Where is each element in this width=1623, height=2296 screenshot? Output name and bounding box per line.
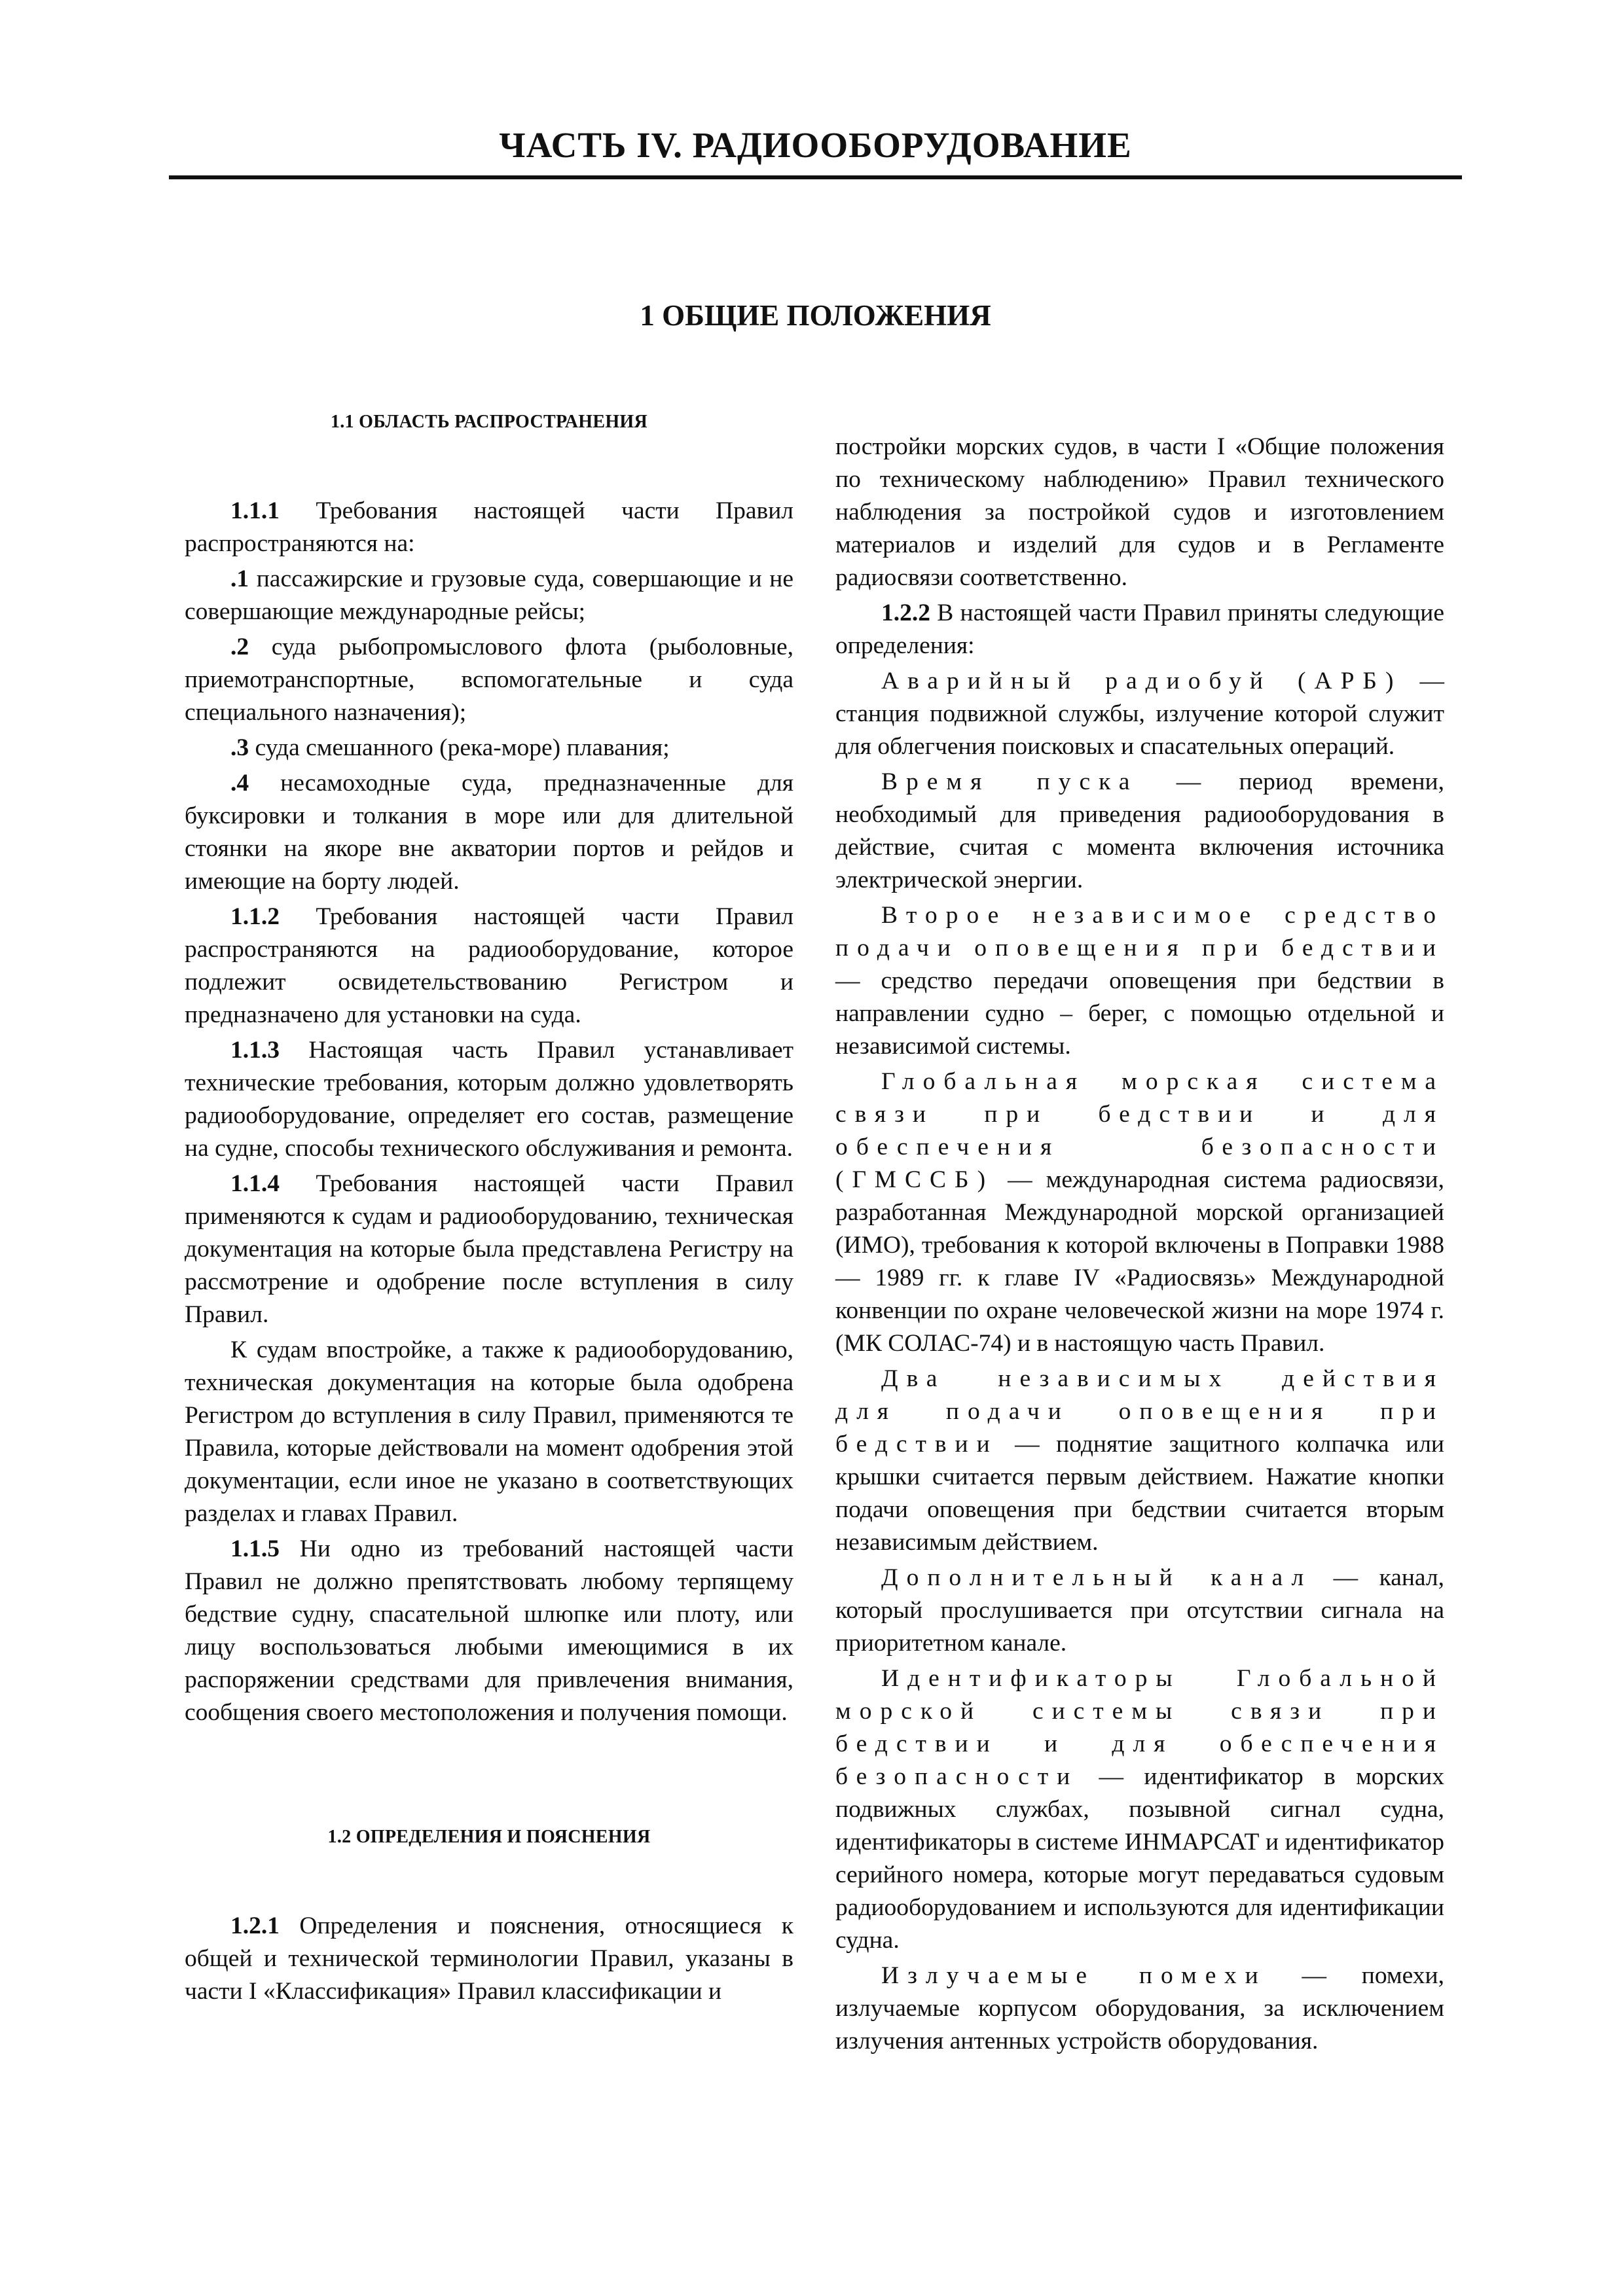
left-column <box>185 406 793 2008</box>
definition-gmdss <box>835 1066 1444 1360</box>
definition-term: Идентификаторы Глобальной морской системы связи при бедствии и для обеспечения безопасности <box>835 1665 1444 1790</box>
item-text: пассажирские и грузовые суда, совершающие и не совершающие международные рейсы; <box>185 565 793 625</box>
definition-text: — международная система радиосвязи, разработанная Международной морской организацией (ИМО), требования к которой включены в Поправки 1988 — 1989 гг. к главе IV «Радиосвязь» Международной конвенции по охране человеческой жизни на море 1974 г. (МК СОЛАС-74) и в настоящую часть Правил. <box>835 1166 1444 1357</box>
definition-term: Второе независимое средство подачи оповещения при бедствии <box>835 902 1444 961</box>
definition-term: Аварийный радиобуй (АРБ) <box>881 668 1402 694</box>
item-text: суда рыбопромыслового флота (рыболовные, приемотранспортные, вспомогательные и суда специального назначения); <box>185 634 793 726</box>
clause-number: 1.1.2 <box>230 903 280 930</box>
item-number: .2 <box>230 634 249 660</box>
clause-text: Требования настоящей части Правил применяются к судам и радиооборудованию, техническая документация на которые была представлена Регистру на рассмотрение и одобрение после вступления в силу Правил. <box>185 1170 793 1328</box>
definition-two-actions <box>835 1363 1444 1559</box>
clause-text: Требования настоящей части Правил распространяются на: <box>185 497 793 557</box>
paragraph-1-1-3 <box>185 1034 793 1165</box>
list-item-4 <box>185 767 793 898</box>
item-text: несамоходные суда, предназначенные для буксировки и толкания в море или для длительной стоянки на якоре вне акватории портов и рейдов и имеющие на борту людей. <box>185 770 793 895</box>
definition-additional-channel <box>835 1562 1444 1660</box>
definition-text: — станция подвижной службы, излучение которой служит для облегчения поисковых и спасательных операций. <box>835 668 1444 760</box>
clause-number: 1.2.2 <box>881 600 930 626</box>
clause-number: 1.1.5 <box>230 1535 280 1562</box>
definition-text: — помехи, излучаемые корпусом оборудования, за исключением излучения антенных устройств оборудования. <box>835 1962 1444 2054</box>
definition-text: — поднятие защитного колпачка или крышки считается первым действием. Нажатие кнопки подачи оповещения при бедствии считается вторым независимым действием. <box>835 1431 1444 1556</box>
clause-text: В настоящей части Правил приняты следующие определения: <box>835 600 1444 659</box>
clause-number: 1.2.1 <box>230 1912 280 1939</box>
definition-term: Излучаемые помехи <box>881 1962 1267 1989</box>
item-number: .4 <box>230 770 249 797</box>
definition-term: Дополнительный канал <box>881 1564 1313 1591</box>
paragraph-1-1-5 <box>185 1533 793 1729</box>
paragraph-1-2-1 <box>185 1910 793 2008</box>
clause-text: Определения и пояснения, относящиеся к общей и технической терминологии Правил, указаны в части I «Классификация» Правил классификации и <box>185 1912 793 2005</box>
paragraph-1-2-2 <box>835 597 1444 662</box>
definition-text: — средство передачи оповещения при бедствии в направлении судно – берег, с помощью отдельной и независимой системы. <box>835 967 1444 1060</box>
item-number: .1 <box>230 565 249 592</box>
definition-text: — идентификатор в морских подвижных службах, позывной сигнал судна, идентификаторы в системе ИНМАРСАТ и идентификатор серийного номера, которые могут передаваться судовым радиооборудованием и используются для идентификации судна. <box>835 1763 1444 1954</box>
clause-text: Настоящая часть Правил устанавливает технические требования, которым должно удовлетворять радиооборудование, определяет его состав, размещение на судне, способы технического обслуживания и ремонта. <box>185 1037 793 1162</box>
part-title: ЧАСТЬ IV. РАДИООБОРУДОВАНИЕ <box>499 125 1132 165</box>
definition-arb <box>835 665 1444 763</box>
definition-term: Два независимых действия для подачи оповещения при бедствии <box>835 1365 1444 1458</box>
right-column <box>835 431 1444 2058</box>
section-1-2-heading: 1.2 ОПРЕДЕЛЕНИЯ И ПОЯСНЕНИЯ <box>327 1827 651 1847</box>
clause-text: Требования настоящей части Правил распространяются на радиооборудование, которое подлежит освидетельствованию Регистром и предназначено для установки на суда. <box>185 903 793 1028</box>
list-item-3 <box>185 732 793 764</box>
paragraph-1-2-1-continued: постройки морских судов, в части I «Общие положения по техническому наблюдению» Правил технического наблюдения за постройкой судов и изготовлением материалов и изделий для судов и в Регламенте радиосвязи соответственно. <box>835 433 1444 591</box>
definition-text: — канал, который прослушивается при отсутствии сигнала на приоритетном канале. <box>835 1564 1444 1657</box>
item-number: .3 <box>230 734 249 761</box>
item-text: суда смешанного (река-море) плавания; <box>249 734 670 761</box>
definition-radiated-interference <box>835 1960 1444 2058</box>
clause-number: 1.1.3 <box>230 1037 280 1064</box>
definition-term: Время пуска <box>881 768 1139 795</box>
header-rule <box>169 175 1462 179</box>
paragraph-1-1-2 <box>185 901 793 1031</box>
list-item-1 <box>185 563 793 628</box>
list-item-2 <box>185 631 793 729</box>
section-1-1-heading: 1.1 ОБЛАСТЬ РАСПРОСТРАНЕНИЯ <box>330 412 648 432</box>
definition-text: — период времени, необходимый для приведения радиооборудования в действие, считая с момента включения источника электрической энергии. <box>835 768 1444 893</box>
paragraph-1-1-4-continued: К судам впостройке, а также к радиооборудованию, техническая документация на которые была одобрена Регистром до вступления в силу Правил, применяются те Правила, которые действовали на момент одобрения этой документации, если иное не указано в соответствующих разделах и главах Правил. <box>185 1336 793 1527</box>
definition-gmdss-identifiers <box>835 1662 1444 1957</box>
definition-term: Глобальная морская система связи при бедствии и для обеспечения безопасности (ГМССБ) <box>835 1068 1444 1193</box>
definition-second-means <box>835 899 1444 1063</box>
clause-number: 1.1.4 <box>230 1170 280 1197</box>
paragraph-1-1-1 <box>185 495 793 560</box>
clause-number: 1.1.1 <box>230 497 280 524</box>
paragraph-1-1-4 <box>185 1168 793 1331</box>
clause-text: Ни одно из требований настоящей части Правил не должно препятствовать любому терпящему бедствие судну, спасательной шлюпке или плоту, или лицу воспользоваться любыми имеющимися в их распоряжении средствами для привлечения внимания, сообщения своего местоположения и получения помощи. <box>185 1535 793 1726</box>
definition-start-time <box>835 766 1444 897</box>
chapter-title: 1 ОБЩИЕ ПОЛОЖЕНИЯ <box>640 299 991 332</box>
